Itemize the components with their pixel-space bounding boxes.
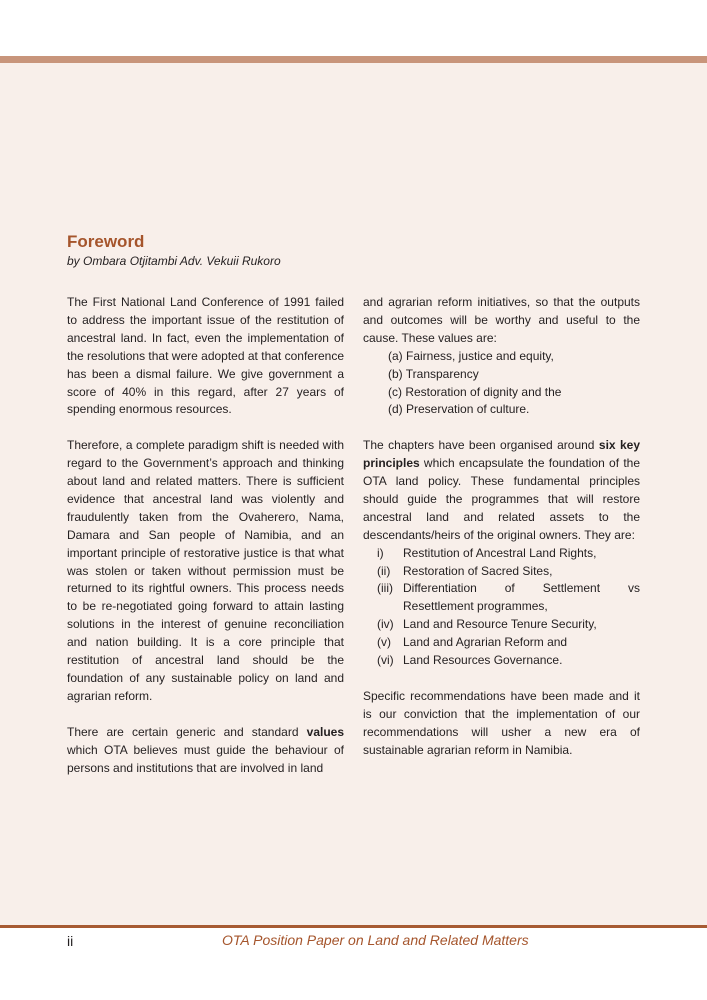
list-item: (c) Restoration of dignity and the: [388, 384, 562, 399]
header-rule: [0, 56, 707, 63]
paragraph: and agrarian reform initiatives, so that the outputs and outcomes will be worthy and useful to the cause. These values are:: [363, 295, 640, 345]
list-item: i) Restitution of Ancestral Land Rights,: [377, 545, 597, 560]
list-item: (b) Transparency: [388, 366, 479, 381]
paragraph: Therefore, a complete paradigm shift is needed with regard to the Government’s approach and thinking about land and related matters. There is sufficient evidence that ancestral land was violently and fraudulently taken from the Ovaherero, Nama, Damara and San people of Namibia, and an important principle of restorative justice is that what was stolen or taken without permission must be returned to its rightful owners. This process needs to be re-negotiated going forward to attain lasting solutions in the interest of genuine reconciliation and nation building. It is a core principle that restitution of ancestral land should be the foundation of any sustainable policy on land and agrarian reform.: [67, 438, 344, 703]
list-item: (v) Land and Agrarian Reform and: [377, 635, 568, 650]
left-column: [67, 294, 344, 795]
top-margin: [0, 0, 707, 56]
principles-list: [363, 545, 640, 670]
list-item: (iii) Differentiation of Settlement vs: [377, 581, 640, 596]
bold-term: values: [306, 724, 344, 739]
values-list: [363, 348, 640, 420]
right-column: [363, 294, 640, 777]
paragraph: The First National Land Conference of 1991 failed to address the important issue of the restitution of ancestral land. In fact, even the implementation of the resolutions that were adopted at that conference has been a dismal failure. We give government a score of 40% in this regard, after 27 years of spending enormous resources.: [67, 295, 344, 417]
page-number: ii: [67, 933, 74, 949]
paragraph: There are certain generic and standard values which OTA believes must guide the behaviour of persons and institutions that are involved in land: [67, 724, 344, 775]
list-item: (iv) Land and Resource Tenure Security,: [377, 617, 597, 632]
list-item: (d) Preservation of culture.: [388, 402, 530, 417]
list-item: (ii) Restoration of Sacred Sites,: [377, 563, 553, 578]
paragraph: The chapters have been organised around six key principles which encapsulate the foundation of the OTA land policy. These fundamental principles should guide the programmes that will restore ancestral land and related assets to the descendants/heirs of the original owners. They are:: [363, 438, 640, 542]
list-item: (a) Fairness, justice and equity,: [388, 348, 554, 363]
page-title: Foreword: [67, 232, 145, 251]
bold-term: six key principles: [363, 438, 640, 471]
list-item: Resettlement programmes,: [403, 599, 548, 614]
footer-title: OTA Position Paper on Land and Related Matters: [222, 932, 529, 948]
paragraph: Specific recommendations have been made and it is our conviction that the implementation of our recommendations will usher a new era of sustainable agrarian reform in Namibia.: [363, 688, 640, 757]
author-byline: by Ombara Otjitambi Adv. Vekuii Rukoro: [67, 254, 281, 268]
list-item: (vi) Land Resources Governance.: [377, 653, 563, 668]
